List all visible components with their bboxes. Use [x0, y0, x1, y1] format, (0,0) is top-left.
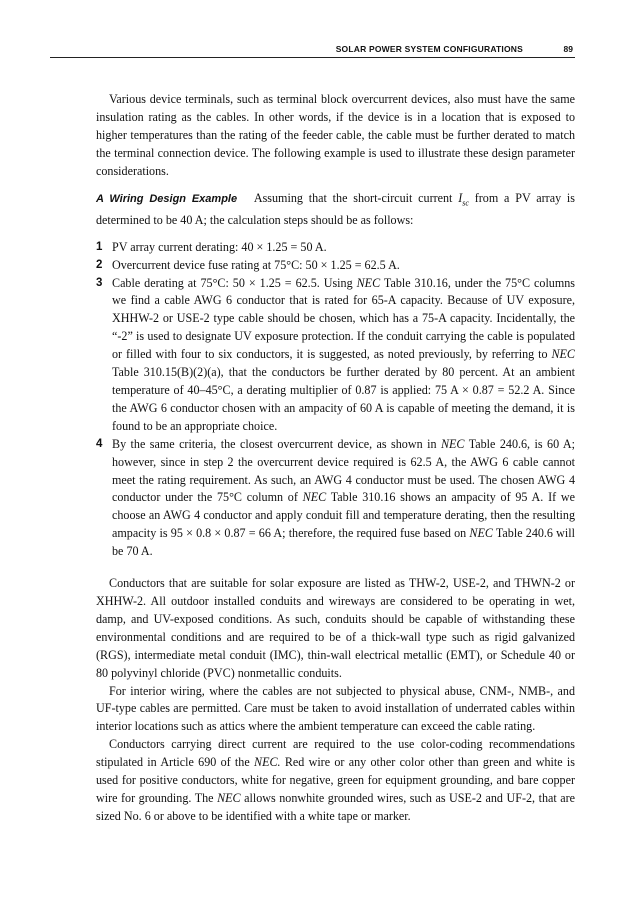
paragraph-text: allows nonwhite grounded wires, such as USE-2 and UF-2, that are sized No. 6 or above to be identified with a white tape or marker.: [96, 790, 576, 823]
example-text-before: Assuming that the short-circuit current: [253, 190, 453, 205]
nec-reference: NEC: [551, 347, 575, 362]
body-paragraph-conductors: Conductors that are suitable for solar exposure are listed as THW-2, USE-2, and THWN-2 or XHHW-2. All outdoor installed conduits and wireways are considered to be operating in wet, damp, and UV-exposed conditions. As such, conduits should be capable of withstanding these environmental conditions and are required to be of a thick-wall type such as rigid galvanized (RGS), intermediate metal conduit (IMC), thin-wall electrical metallic (EMT), or Schedule 40 or 80 polyvinyl chloride (PVC) nonmetallic conduits.: [96, 576, 575, 680]
step-number: 1: [96, 240, 103, 253]
step-number: 3: [96, 276, 103, 289]
nec-reference: NEC: [356, 275, 381, 290]
step-number: 4: [96, 437, 103, 450]
body-paragraph-interior-wiring: For interior wiring, where the cables are not subjected to physical abuse, CNM-, NMB-, and UF-type cables are permitted. Care must be taken to avoid installation of underrated cables within interior locations such as attics where the ambient temperature can exceed the cable rating.: [96, 683, 575, 734]
example-heading: A Wiring Design Example: [96, 192, 238, 205]
current-symbol-subscript: sc: [462, 197, 469, 207]
step-item: [96, 436, 575, 561]
step-text: Table 310.16 shows an ampacity of 95 A. If we choose an AWG 4 conductor and apply conduit fill and temperature derating, then the resulting ampacity is 95 × 0.8 × 0.87 = 66 A; therefore, the required fuse based on: [112, 490, 576, 541]
step-item: [96, 257, 575, 275]
step-text: Table 240.6 will be 70 A.: [112, 526, 575, 559]
step-item: [96, 239, 575, 257]
step-item: [96, 275, 575, 436]
intro-paragraph: Various device terminals, such as terminal block overcurrent devices, also must have the same insulation rating as the cables. In other words, if the device is in a location that is exposed to higher temperatures than the rating of the feeder cable, the cable must be further derated to match the terminal connection device. The following example is used to illustrate these design parameter considerations.: [96, 92, 575, 178]
paragraph-text: Red wire or any other color other than green and white is used for positive conductors, white for negative, green for equipment grounding, and bare copper wire for grounding. The: [96, 755, 575, 805]
step-text: PV array current derating: 40 × 1.25 = 50 A.: [112, 239, 327, 254]
nec-reference: NEC: [302, 490, 327, 505]
nec-reference: NEC: [440, 436, 465, 451]
step-text: Overcurrent device fuse rating at 75°C: 50 × 1.25 = 62.5 A.: [112, 257, 400, 272]
running-head: SOLAR POWER SYSTEM CONFIGURATIONS: [335, 44, 523, 54]
nec-reference: NEC: [469, 526, 493, 541]
paragraph-text: Conductors carrying direct current are required to the use color-coding recommendations stipulated in Article 690 of the: [96, 737, 575, 770]
step-text: Cable derating at 75°C: 50 × 1.25 = 62.5. Using: [112, 275, 353, 290]
step-text: Table 240.6, is 60 A; however, since in step 2 the overcurrent device required is 62.5 A, the AWG 6 cable cannot meet the rating requirement. As such, an AWG 4 conductor must be used. The chosen AWG 4 conductor under the 75°C column of: [112, 436, 575, 505]
step-text: Table 310.15(B)(2)(a), that the conductors be further derated by 80 percent. At an ambient temperature of 40–45°C, a derating multiplier of 0.87 is applied: 75 A × 0.87 = 52.2 A. Since the AWG 6 conductor chosen with an ampacity of 60 A is capable of meeting the demand, it is found to be an appropriate choice.: [112, 365, 575, 433]
page-header: [50, 39, 575, 58]
calculation-steps: [96, 239, 575, 561]
example-text-after: from a PV array is determined to be 40 A; the calculation steps should be as follows:: [96, 190, 575, 227]
current-symbol-letter: I: [458, 190, 463, 205]
page-body: [96, 91, 575, 826]
nec-reference: NEC.: [254, 755, 281, 770]
example-paragraph: [96, 190, 575, 230]
step-text: By the same criteria, the closest overcurrent device, as shown in: [112, 436, 437, 451]
step-text: Table 310.16, under the 75°C columns we find a cable AWG 6 conductor that is rated for 65-A capacity. Because of UV exposure, XHHW-2 or USE-2 type cable should be chosen, which has a 75-A capacity. Incidentally, the “-2” is used to designate UV exposure protection. If the conduit carrying the cable is populated or filled with four to six conductors, it is suggested, as noted previously, by referring to: [112, 275, 576, 362]
body-paragraph-color-coding: [96, 736, 575, 826]
page-number: 89: [563, 44, 573, 54]
step-number: 2: [96, 258, 103, 271]
nec-reference: NEC: [217, 790, 241, 805]
current-symbol: [458, 191, 469, 205]
